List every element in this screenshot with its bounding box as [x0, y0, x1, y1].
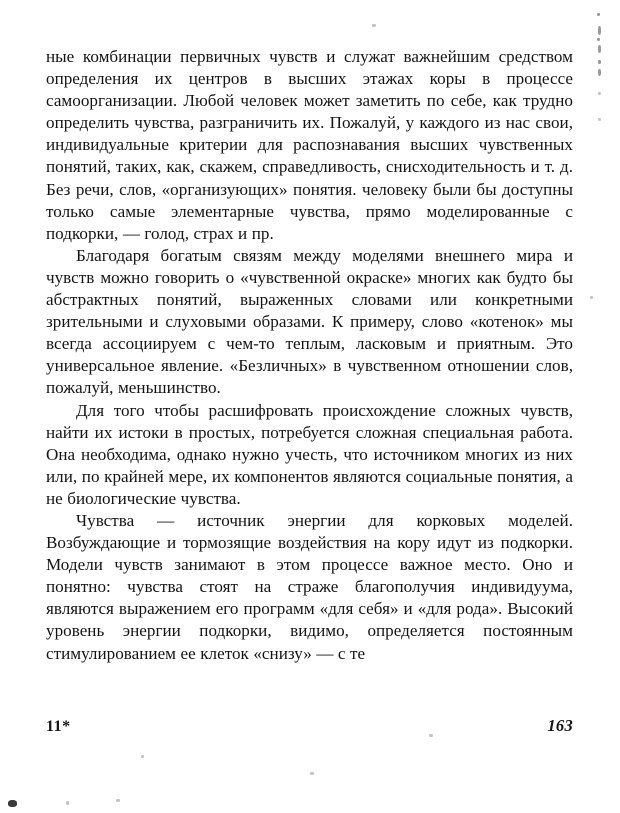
scan-speck [598, 26, 601, 35]
scan-speck [66, 801, 69, 805]
page-footer [46, 716, 573, 736]
scan-speck [598, 92, 601, 95]
scan-speck [598, 118, 601, 121]
paragraph: Благодаря богатым связям между моделями внешнего мира и чувств можно говорить о «чувственной окраске» многих как будто бы абстрактных понятий, выраженных словами или конкретными зрительными и слуховыми образами. К примеру, слово «котенок» мы всегда ассоциируем с чем-то теплым, ласковым и приятным. Это универсальное явление. «Безличных» в чувственном отношении слов, пожалуй, меньшинство. [46, 245, 573, 398]
scan-speck [372, 24, 376, 27]
paragraph: Для того чтобы расшифровать происхождение сложных чувств, найти их истоки в простых, потребуется сложная специальная работа. Она необходима, однако нужно учесть, что источником многих из них или, по крайней мере, их компонентов являются социальные понятия, а не биологические чувства. [46, 400, 573, 508]
scan-speck [597, 13, 600, 16]
body-text-block [46, 46, 573, 665]
scan-speck [598, 60, 601, 64]
paragraph: ные комбинации первичных чувств и служат важнейшим средством определения их центров в высших этажах коры в процессе самоорганизации. Любой человек может заметить по себе, как трудно определить чувства, разграничить их. Пожалуй, у каждого из нас свои, индивидуальные критерии для распознавания высших чувственных понятий, таких, как, скажем, справедливость, снисходительность и т. д. Без речи, слов, «организующих» понятия. человеку были бы доступны только самые элементарные чувства, прямо моделированные с подкорки, — голод, страх и пр. [46, 47, 573, 243]
scan-speck [310, 772, 314, 775]
page-number: 163 [547, 716, 573, 735]
scan-speck [597, 38, 600, 41]
paragraph: Чувства — источник энергии для корковых моделей. Возбуждающие и тормозящие воздействия на кору идут из подкорки. Модели чувств занимают в этом процессе важное место. Оно и понятно: чувства стоят на страже благополучия индивидуума, являются выражением его программ «для себя» и «для рода». Высокий уровень энергии подкорки, видимо, определяется постоянным стимулированием ее клеток «снизу» — с те [46, 510, 573, 663]
scan-speck [141, 755, 144, 758]
scan-speck [598, 45, 601, 53]
scan-speck [590, 296, 593, 299]
scan-speck [598, 69, 601, 76]
scan-speck [8, 800, 17, 807]
scan-speck [116, 799, 120, 802]
signature-mark: 11* [46, 718, 71, 735]
